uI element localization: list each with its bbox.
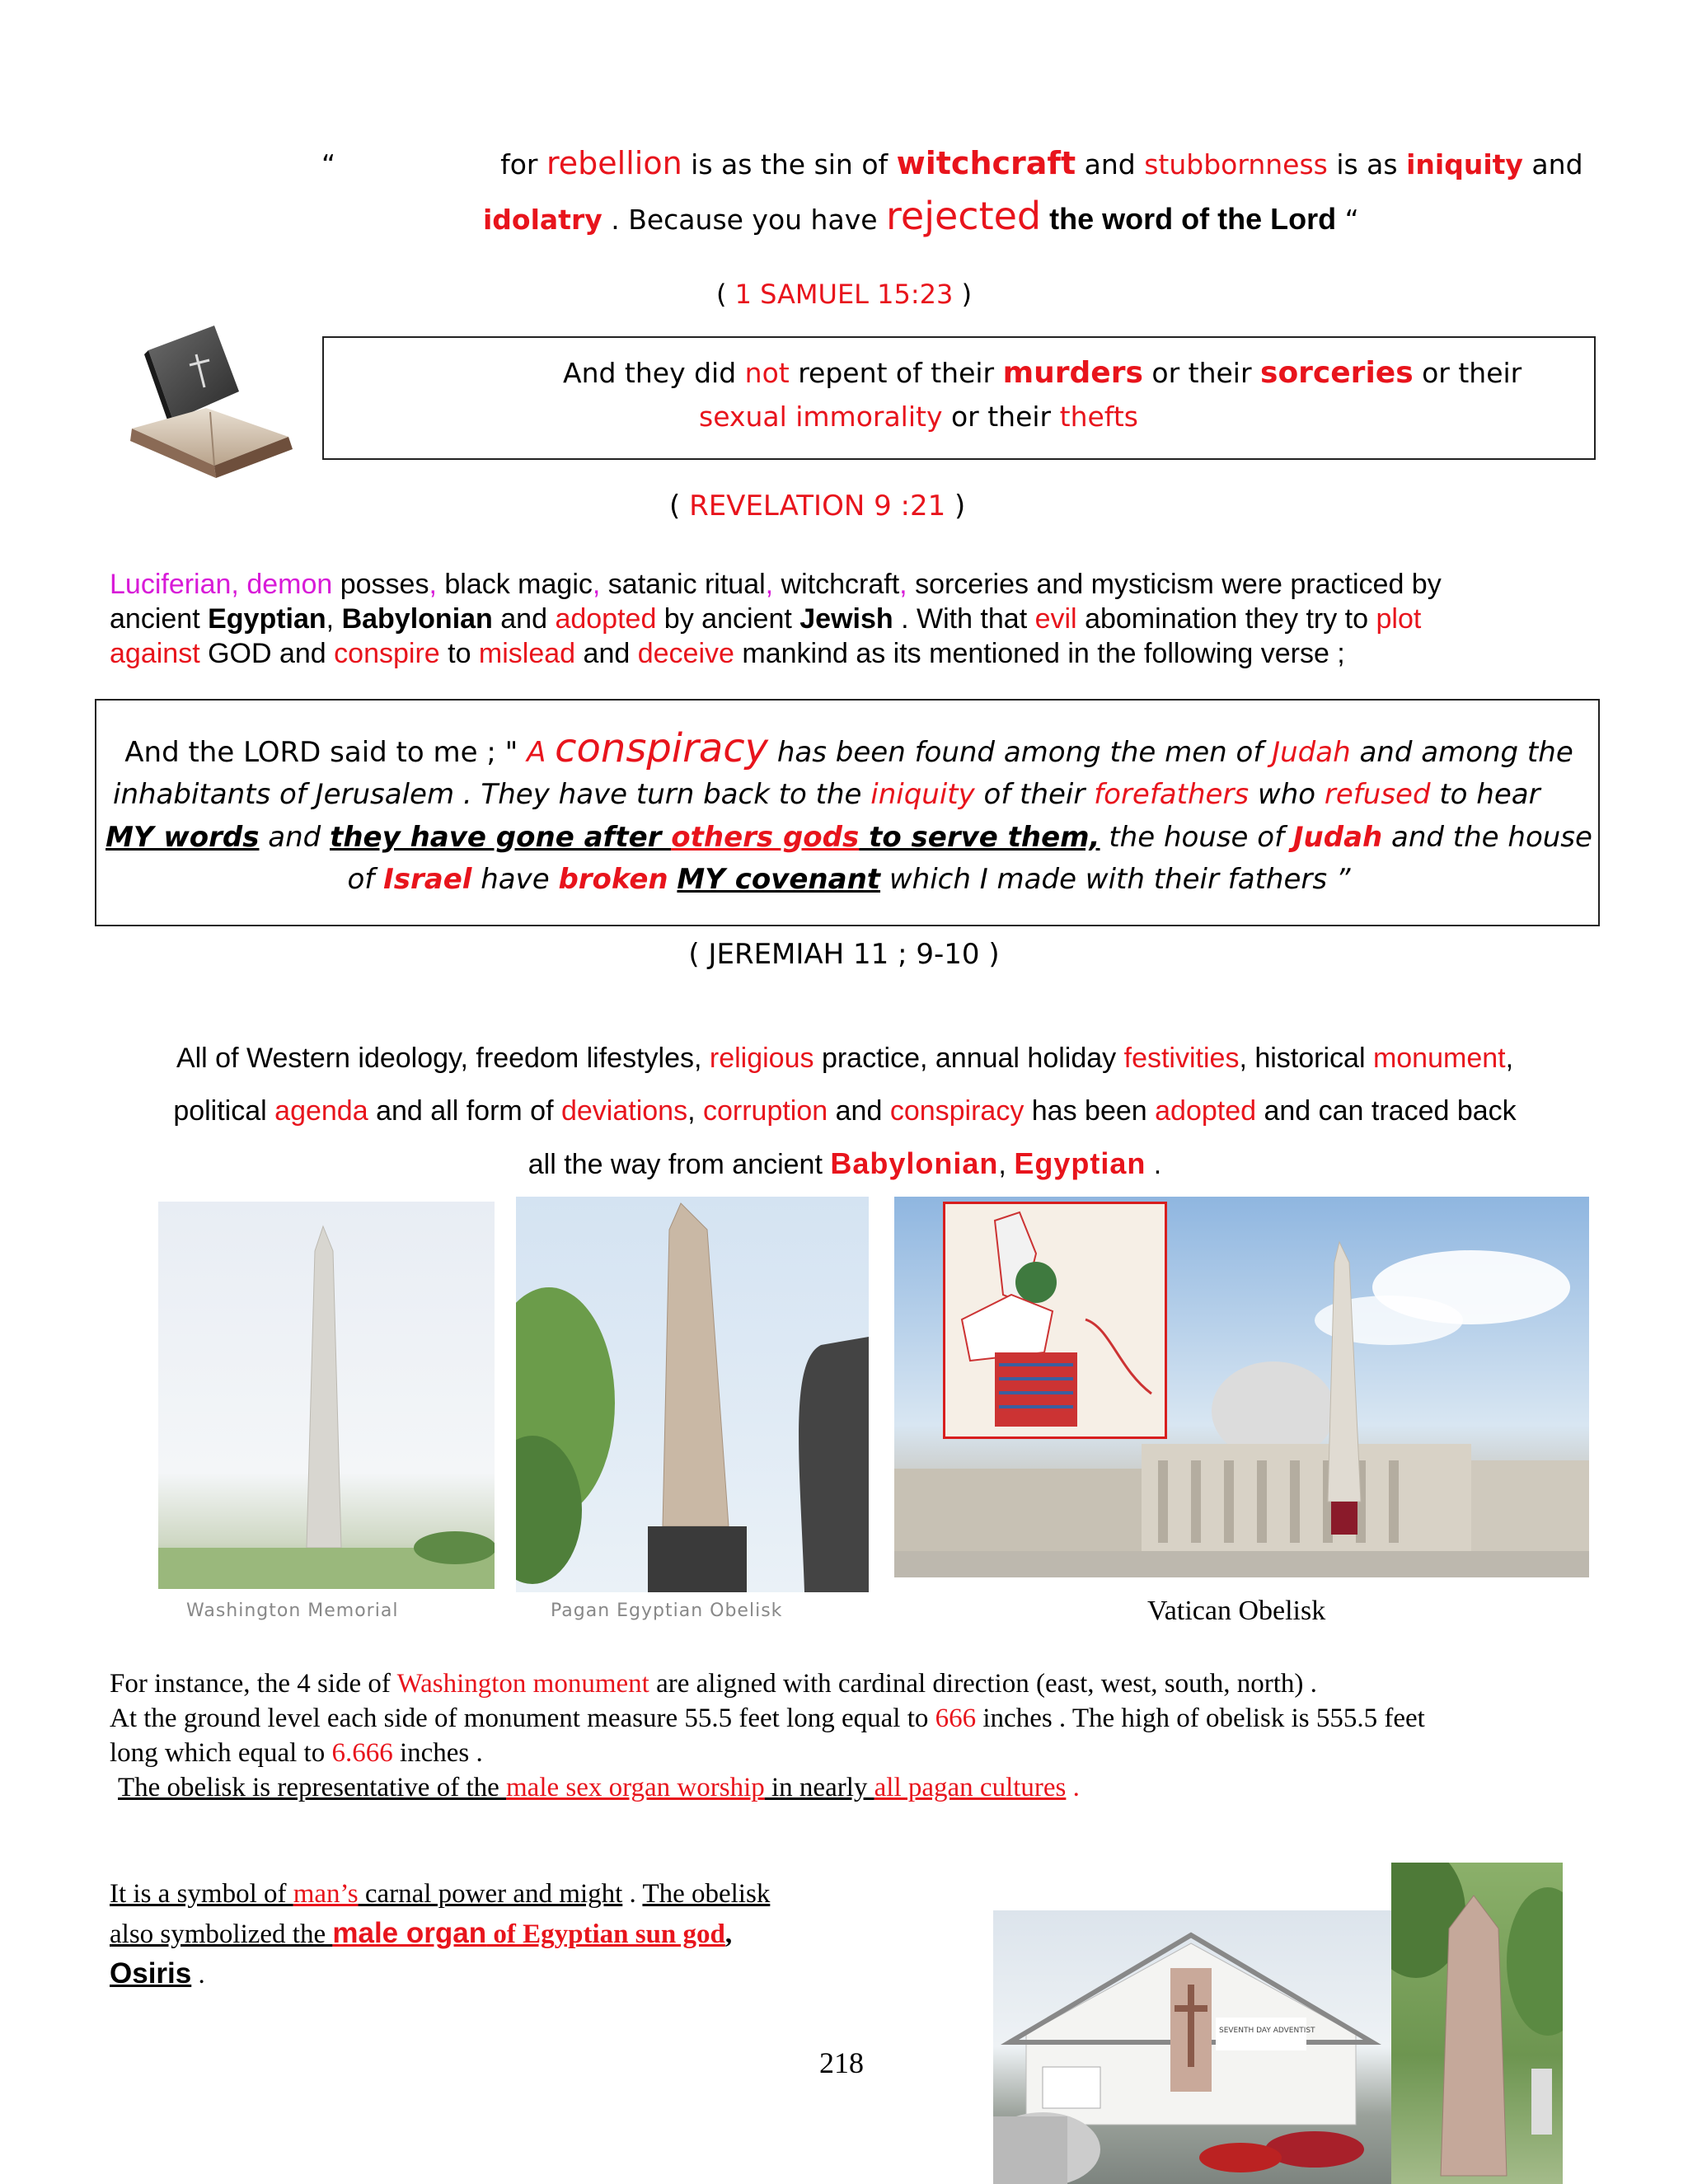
para3-line4: The obelisk is representative of the male sex organ worship in nearly all pagan cultures . <box>118 1773 1080 1802</box>
quote1-reference: ( 1 SAMUEL 15:23 ) <box>715 279 973 310</box>
caption-pagan: Pagan Egyptian Obelisk <box>551 1601 783 1621</box>
quote2-line1: And they did not repent of their murders or their sorceries or their <box>563 356 1522 390</box>
para3-line2: At the ground level each side of monument measure 55.5 feet long equal to 666 inches . The high of obelisk is 555.5 feet <box>110 1704 1425 1733</box>
quote2-line2: sexual immorality or their thefts <box>699 401 1138 433</box>
quote1-line1: “ for rebellion is as the sin of witchcraft and stubbornness is as iniquity and <box>321 145 1583 181</box>
para2-line3: all the way from ancient Babylonian, Egyptian . <box>528 1146 1162 1180</box>
caption-vatican: Vatican Obelisk <box>1147 1596 1326 1626</box>
paragraph-western-ideology <box>82 1032 1607 1191</box>
para3-line3: long which equal to 6.666 inches . <box>110 1738 483 1768</box>
stone-obelisk-photo <box>1391 1863 1563 2184</box>
quote1-line2: idolatry . Because you have rejected the word of the Lord “ <box>483 194 1359 238</box>
paragraph-washington-details <box>110 1666 1618 1805</box>
quote2-reference: ( REVELATION 9 :21 ) <box>669 490 966 523</box>
paragraph-symbol <box>110 1874 934 1994</box>
quote3-line4: of Israel have broken MY covenant which I made with their fathers ” <box>347 863 1351 896</box>
pagan-obelisk-photo <box>516 1197 869 1592</box>
jeremiah-quote-box <box>95 699 1600 926</box>
church-sign-text: SEVENTH DAY ADVENTIST <box>1219 2027 1315 2035</box>
quote-open-mark: “ <box>321 148 336 180</box>
quote3-line2: inhabitants of Jerusalem . They have turn back to the iniquity of their forefathers who refused to hear <box>113 778 1540 811</box>
para4-line2: also symbolized the male organ of Egyptian sun god, <box>110 1917 733 1949</box>
quote3-line3: MY words and they have gone after others gods to serve them, the house of Judah and the house <box>106 821 1592 854</box>
bible-illustration <box>124 326 297 490</box>
quote3-line1: And the LORD said to me ; " A conspiracy has been found among the men of Judah and among the <box>124 725 1573 771</box>
para1-line3: against GOD and conspire to mislead and deceive mankind as its mentioned in the following verse ; <box>110 638 1345 669</box>
para1-line1: Luciferian, demon posses, black magic, satanic ritual, witchcraft, sorceries and mysticism were practiced by <box>110 569 1442 600</box>
church-photo <box>993 1910 1395 2184</box>
caption-washington: Washington Memorial <box>186 1601 399 1621</box>
revelation-quote-box <box>322 336 1596 460</box>
quote3-reference: ( JEREMIAH 11 ; 9-10 ) <box>688 938 1000 971</box>
paragraph-practices <box>110 567 1618 671</box>
washington-monument-photo <box>158 1202 495 1589</box>
page-number: 218 <box>819 2046 864 2079</box>
para4-line1: It is a symbol of man’s carnal power and might . The obelisk <box>110 1879 771 1909</box>
para2-line1: All of Western ideology, freedom lifestyles, religious practice, annual holiday festivities, historical monument, <box>176 1043 1514 1074</box>
para2-line2: political agenda and all form of deviations, corruption and conspiracy has been adopted and can traced back <box>173 1095 1517 1127</box>
osiris-inset-image <box>943 1202 1167 1439</box>
para1-line2: ancient Egyptian, Babylonian and adopted by ancient Jewish . With that evil abomination they try to plot <box>110 603 1422 635</box>
para3-line1: For instance, the 4 side of Washington monument are aligned with cardinal direction (east, west, south, north) . <box>110 1669 1317 1699</box>
para4-line3: Osiris . <box>110 1957 205 1990</box>
